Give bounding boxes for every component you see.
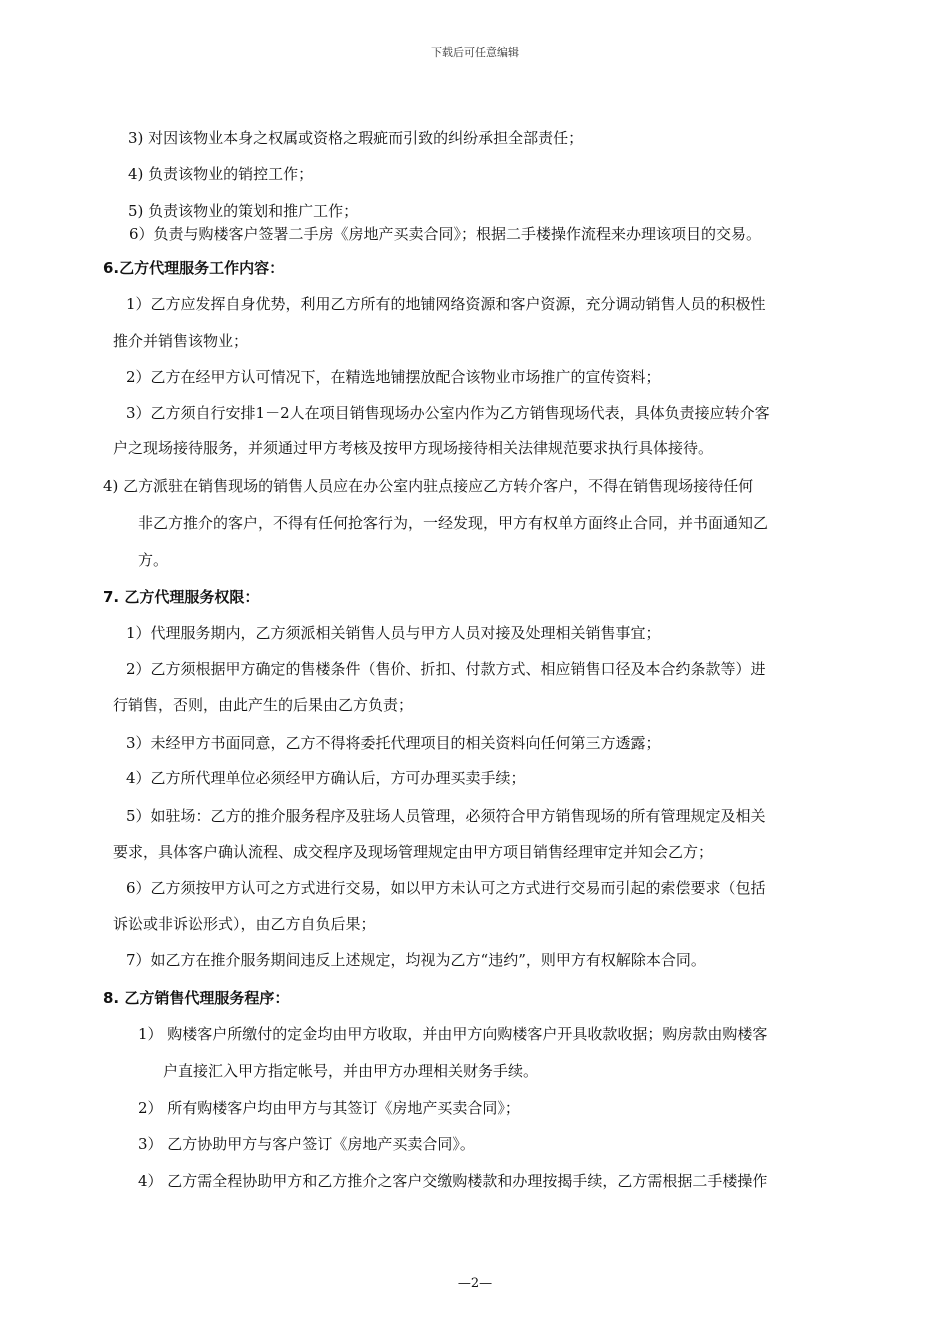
- paragraph-line: 户之现场接待服务，并须通过甲方考核及按甲方现场接待相关法律规范要求执行具体接待。: [113, 439, 714, 457]
- paragraph-line: 2）乙方须根据甲方确定的售楼条件（售价、折扣、付款方式、相应销售口径及本合约条款等）进: [126, 660, 766, 678]
- paragraph-line: 7）如乙方在推介服务期间违反上述规定，均视为乙方“违约”，则甲方有权解除本合同。: [126, 951, 706, 969]
- paragraph-line: 6）负责与购楼客户签署二手房《房地产买卖合同》；根据二手楼操作流程来办理该项目的交易。: [129, 225, 762, 243]
- paragraph-line: 要求，具体客户确认流程、成交程序及现场管理规定由甲方项目销售经理审定并知会乙方；: [113, 843, 714, 861]
- paragraph-line: 5) 负责该物业的策划和推广工作；: [128, 202, 359, 220]
- page-number: —2—: [457, 1276, 493, 1291]
- section-heading-8: 8. 乙方销售代理服务程序：: [103, 989, 290, 1007]
- page-header: 下载后可任意编辑: [431, 46, 519, 59]
- paragraph-line: 2） 所有购楼客户均由甲方与其签订《房地产买卖合同》；: [138, 1099, 520, 1117]
- paragraph-line: 6）乙方须按甲方认可之方式进行交易，如以甲方未认可之方式进行交易而引起的索偿要求（包括: [126, 879, 766, 897]
- section-heading-7: 7. 乙方代理服务权限：: [103, 588, 260, 606]
- paragraph-line: 4) 负责该物业的销控工作；: [128, 165, 314, 183]
- paragraph-line: 3）乙方须自行安排1－2人在项目销售现场办公室内作为乙方销售现场代表，具体负责接应转介客: [126, 404, 770, 422]
- paragraph-line: 户直接汇入甲方指定帐号，并由甲方办理相关财务手续。: [163, 1062, 539, 1080]
- paragraph-line: 推介并销售该物业；: [113, 332, 249, 350]
- paragraph-line: 1）乙方应发挥自身优势，利用乙方所有的地铺网络资源和客户资源，充分调动销售人员的积极性: [126, 295, 766, 313]
- paragraph-line: 2）乙方在经甲方认可情况下，在精选地铺摆放配合该物业市场推广的宣传资料；: [126, 368, 661, 386]
- paragraph-line: 1）代理服务期内，乙方须派相关销售人员与甲方人员对接及处理相关销售事宜；: [126, 624, 661, 642]
- paragraph-line: 1） 购楼客户所缴付的定金均由甲方收取，并由甲方向购楼客户开具收款收据；购房款由购楼客: [138, 1025, 768, 1043]
- section-heading-6: 6.乙方代理服务工作内容：: [103, 259, 285, 277]
- paragraph-line: 4) 乙方派驻在销售现场的销售人员应在办公室内驻点接应乙方转介客户，不得在销售现场接待任何: [103, 477, 754, 495]
- paragraph-line: 5）如驻场：乙方的推介服务程序及驻场人员管理，必须符合甲方销售现场的所有管理规定及相关: [126, 807, 766, 825]
- paragraph-line: 3) 对因该物业本身之权属或资格之瑕疵而引致的纠纷承担全部责任；: [128, 129, 584, 147]
- paragraph-line: 3） 乙方协助甲方与客户签订《房地产买卖合同》。: [138, 1135, 475, 1153]
- paragraph-line: 非乙方推介的客户，不得有任何抢客行为，一经发现，甲方有权单方面终止合同，并书面通知乙: [138, 514, 769, 532]
- paragraph-line: 4）乙方所代理单位必须经甲方确认后，方可办理买卖手续；: [126, 769, 526, 787]
- paragraph-line: 4） 乙方需全程协助甲方和乙方推介之客户交缴购楼款和办理按揭手续，乙方需根据二手楼操作: [138, 1172, 768, 1190]
- paragraph-line: 方。: [138, 551, 169, 569]
- paragraph-line: 诉讼或非诉讼形式），由乙方自负后果；: [113, 915, 376, 933]
- paragraph-line: 3）未经甲方书面同意，乙方不得将委托代理项目的相关资料向任何第三方透露；: [126, 734, 661, 752]
- paragraph-line: 行销售，否则，由此产生的后果由乙方负责；: [113, 696, 414, 714]
